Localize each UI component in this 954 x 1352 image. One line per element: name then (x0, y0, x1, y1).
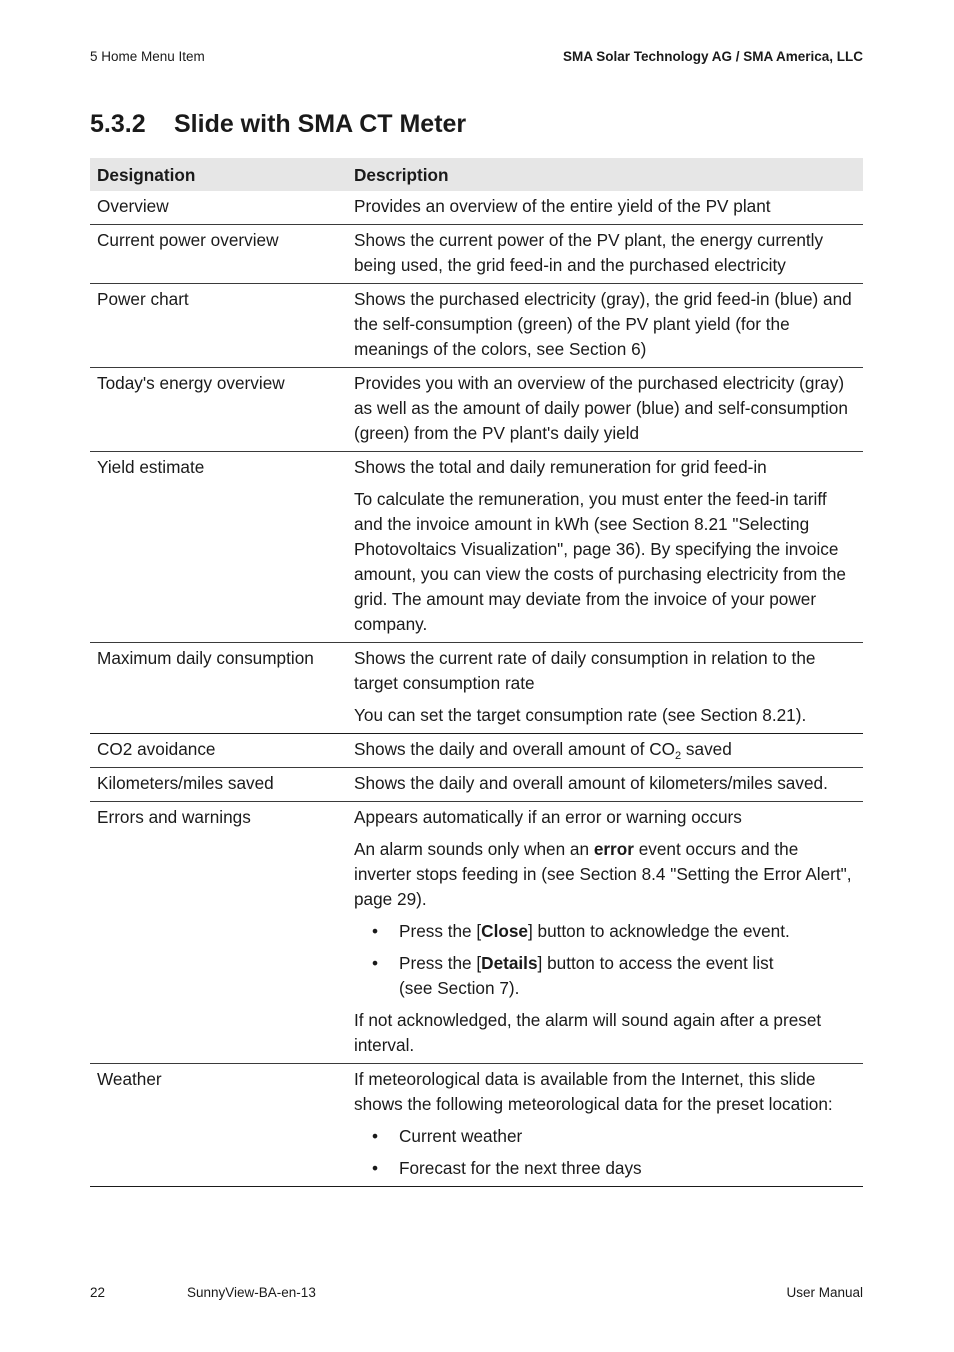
description-text: An alarm sounds only when an error event occurs and the inverter stops feeding in (see Section 8.4 "Setting the Error Alert", page 29). (354, 839, 852, 909)
table-row (90, 452, 863, 643)
list-item: • Press the [Close] button to acknowledge the event. (354, 919, 857, 944)
table-row (90, 225, 863, 284)
bullet-icon: • (372, 953, 379, 973)
bullet-list (354, 919, 857, 1001)
designation-cell: Errors and warnings (90, 802, 347, 1064)
page-number: 22 (90, 1285, 106, 1300)
section-title: Slide with SMA CT Meter (174, 110, 467, 138)
bullet-icon: • (372, 1126, 379, 1146)
designation-cell: Yield estimate (90, 452, 347, 643)
column-header-designation: Designation (90, 158, 347, 191)
column-header-description: Description (347, 158, 863, 191)
description-cell (347, 643, 863, 734)
running-header-company: SMA Solar Technology AG / SMA America, LLC (562, 49, 863, 64)
bullet-icon: • (372, 921, 379, 941)
document-id: SunnyView-BA-en-13 (187, 1285, 316, 1300)
slide-description-table (90, 158, 863, 1187)
list-item: • Current weather (354, 1124, 857, 1149)
table-row (90, 191, 863, 225)
table-row (90, 802, 863, 1064)
description-text: If meteorological data is available from the Internet, this slide shows the following meteorological data for the preset location: (354, 1069, 833, 1114)
designation-cell: Weather (90, 1064, 347, 1187)
bullet-list (354, 1124, 857, 1181)
description-text: Provides an overview of the entire yield of the PV plant (354, 196, 771, 216)
running-header-chapter: 5 Home Menu Item (90, 49, 205, 64)
bullet-icon: • (372, 1158, 379, 1178)
designation-cell: Maximum daily consumption (90, 643, 347, 734)
description-text: Shows the current rate of daily consumption in relation to the target consumption rate (354, 648, 816, 693)
document-type: User Manual (786, 1285, 863, 1300)
description-cell (347, 368, 863, 452)
section-heading (90, 110, 466, 139)
designation-cell: Overview (90, 191, 347, 225)
designation-cell: Power chart (90, 284, 347, 368)
description-cell (347, 1064, 863, 1187)
description-cell (347, 734, 863, 768)
section-number: 5.3.2 (90, 110, 146, 138)
description-cell (347, 802, 863, 1064)
description-cell (347, 191, 863, 225)
designation-cell: Kilometers/miles saved (90, 768, 347, 802)
description-text: To calculate the remuneration, you must enter the feed-in tariff and the invoice amount in kWh (see Section 8.21 "Selecting Photovoltaics Visualization", page 36). By specifying the invoice amount, you can view the costs of purchasing electricity from the grid. The amount may deviate from the invoice of your power company. (354, 489, 846, 634)
table-header-row (90, 158, 863, 191)
description-text: Shows the purchased electricity (gray), the grid feed-in (blue) and the self-consumption (green) of the PV plant yield (for the meanings of the colors, see Section 6) (354, 289, 852, 359)
designation-cell: CO2 avoidance (90, 734, 347, 768)
description-text: You can set the target consumption rate (see Section 8.21). (354, 705, 807, 725)
table-row (90, 734, 863, 768)
designation-cell: Today's energy overview (90, 368, 347, 452)
description-text: Shows the current power of the PV plant, the energy currently being used, the grid feed-in and the purchased electricity (354, 230, 824, 275)
table-row (90, 284, 863, 368)
description-cell (347, 284, 863, 368)
description-text: Shows the daily and overall amount of kilometers/miles saved. (354, 773, 828, 793)
subscript-text: 2 (675, 750, 682, 762)
table-row (90, 643, 863, 734)
list-item: • Press the [Details] button to access the event list (see Section 7). (372, 953, 774, 998)
description-cell (347, 225, 863, 284)
description-text: Shows the total and daily remuneration for grid feed-in (354, 457, 767, 477)
table-row (90, 1064, 863, 1187)
table-row (90, 368, 863, 452)
list-item: • Forecast for the next three days (354, 1156, 857, 1181)
description-cell (347, 768, 863, 802)
description-text: Appears automatically if an error or warning occurs (354, 807, 742, 827)
table-row (90, 768, 863, 802)
description-text: Shows the daily and overall amount of $CO_2$ saved (354, 739, 732, 762)
description-cell (347, 452, 863, 643)
description-text: Provides you with an overview of the purchased electricity (gray) as well as the amount of daily power (blue) and self-consumption (green) from the PV plant's daily yield (354, 373, 848, 443)
description-text: If not acknowledged, the alarm will sound again after a preset interval. (354, 1010, 822, 1055)
designation-cell: Current power overview (90, 225, 347, 284)
